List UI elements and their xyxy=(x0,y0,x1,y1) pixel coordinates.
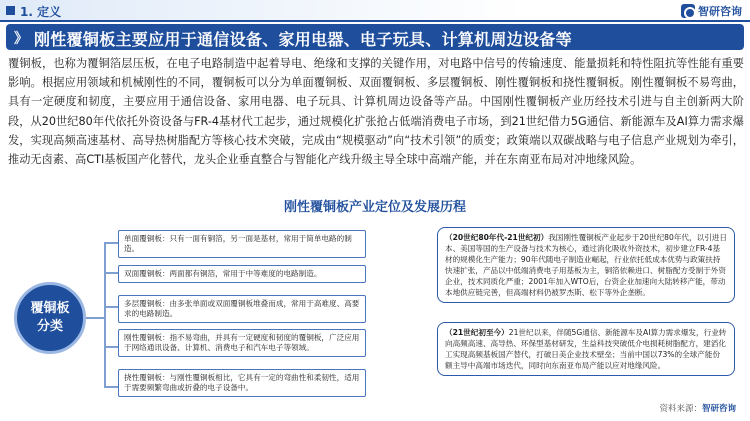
source-name: 智研咨询 xyxy=(701,404,736,414)
diagram-title: 刚性覆铜板产业定位及发展历程 xyxy=(283,200,466,215)
connector-tick xyxy=(104,346,118,348)
class-rigid: 刚性覆铜板：指不易弯曲，并具有一定硬度和韧度的覆铜板，广泛应用于网络通讯设备、计算机、消费电子和汽车电子等领域。 xyxy=(118,329,366,357)
brand-logo-text: 智研咨询 xyxy=(698,5,742,18)
connector-spine xyxy=(104,242,106,387)
classification-hub xyxy=(14,282,86,354)
section-marker-icon xyxy=(6,6,15,15)
history-stage-1-text: 我国刚性覆铜板产业起步于20世纪80年代，以引进日本、美国等国的生产设备与技术为核心，通过消化吸收外资技术，初步建立FR-4基材的规模化生产能力；90年代随电子制造业崛起，行业依托低成本优势与政策扶持快速扩张，产品以中低端消费电子用基板为主，铜箔依赖进口、树脂配方受制于外资企业，技术同质化严重；2001年加入WTO后，台资企业加速向大陆转移产能，带动本地供应链完善，但高端材料仍被罗杰斯、松下等外企垄断。 xyxy=(445,233,727,297)
class-double-sided: 双面覆铜板：两面都有铜箔，常用于中等难度的电路制造。 xyxy=(118,265,366,283)
connector-tick xyxy=(104,242,118,244)
history-stage-2-text: 21世纪以来，伴随5G通信、新能源车及AI算力需求爆发，行业转向高频高速、高导热、环保型基材研发，生益科技突破低介电损耗树脂配方，建滔化工实现高频基板国产替代，打破日美企业技术壁垒；当前中国以73%的全球产能份额主导中高端市场迭代，同时向东南亚布局产能以应对地缘风险。 xyxy=(445,328,727,370)
connector-line xyxy=(86,317,104,319)
hub-label-line2: 分类 xyxy=(36,319,63,334)
connector-tick xyxy=(104,386,118,388)
connector-tick xyxy=(104,306,118,308)
history-stage-1-heading: （20世纪80年代-21世纪初） xyxy=(445,233,549,242)
class-flexible: 挠性覆铜板：与刚性覆铜板相比，它具有一定的弯曲性和柔韧性，适用于需要频繁弯曲或折叠的电子设备中。 xyxy=(118,369,366,397)
brand-logo xyxy=(681,3,742,19)
history-stage-2-heading: （21世纪初至今） xyxy=(445,328,509,337)
section-label: 1. 定义 xyxy=(20,5,62,19)
zhiyan-logo-icon xyxy=(681,4,695,18)
source-note xyxy=(659,402,736,414)
chevron-right-icon: 》 xyxy=(14,31,28,47)
hub-label-line1: 覆铜板 xyxy=(30,301,70,316)
title-banner xyxy=(6,24,744,50)
history-stage-2 xyxy=(437,322,735,376)
class-single-sided: 单面覆铜板：只有一面有铜箔，另一面是基材，常用于简单电路的制造。 xyxy=(118,230,366,258)
page-title: 刚性覆铜板主要应用于通信设备、家用电器、电子玩具、计算机周边设备等 xyxy=(34,30,572,49)
history-stage-1 xyxy=(437,227,735,303)
intro-paragraph: 覆铜板，也称为覆铜箔层压板，在电子电路制造中起着导电、绝缘和支撑的关键作用，对电路中信号的传输速度、能量损耗和特性阻抗等性能有重要影响。根据应用领域和机械刚性的不同，覆铜板可以分为单面覆铜板、双面覆铜板、多层覆铜板、刚性覆铜板和挠性覆铜板。刚性覆铜板不易弯曲，具有一定硬度和韧度，主要应用于通信设备、家用电器、电子玩具、计算机周边设备等产品。中国刚性覆铜板产业历经技术引进与自主创新两大阶段，从20世纪80年代依托外资设备与FR-4基材代工起步，通过规模化扩张抢占低端消费电子市场，到21世纪借力5G通信、新能源车及AI算力需求爆发，实现高频高速基材、高导热树脂配方等核心技术突破，完成由“规模驱动”向“技术引领”的质变；政策端以双碳战略与电子信息产业规划为牵引，推动无卤素、高CTI基板国产化替代，龙头企业垂直整合与智能化产线升级主导全球中高端产能，并在东南亚布局对冲地缘风险。 xyxy=(8,57,744,167)
top-bar xyxy=(0,0,750,22)
source-label: 资料来源： xyxy=(659,404,702,414)
connector-tick xyxy=(104,272,118,274)
class-multilayer: 多层覆铜板：由多张单面或双面覆铜板堆叠而成，常用于高难度、高要求的电路制造。 xyxy=(118,295,366,323)
